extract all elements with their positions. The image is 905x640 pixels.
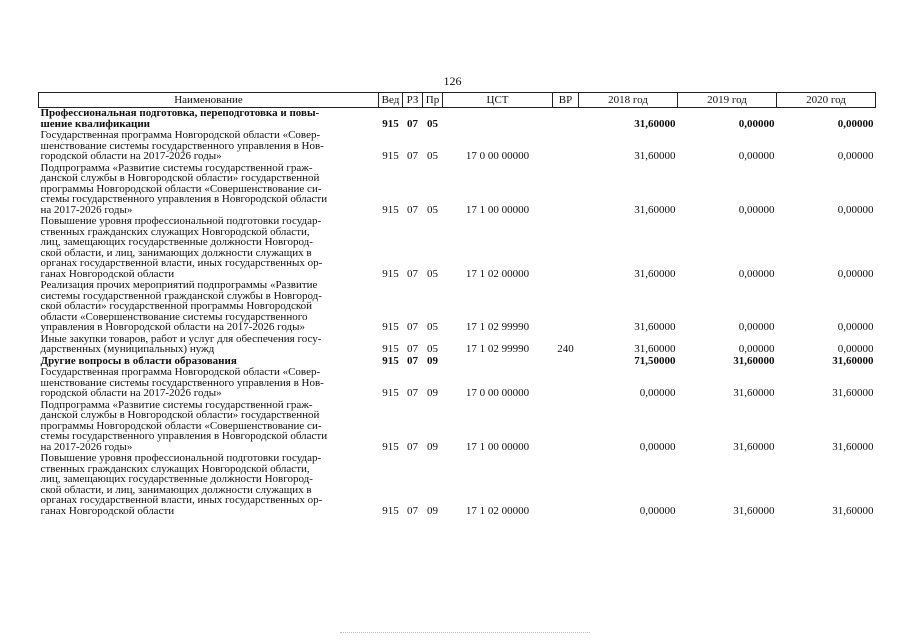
table-row xyxy=(39,367,876,400)
cell-cst: 17 1 02 00000 xyxy=(465,267,530,280)
cell-name: Государственная программа Новгородской области «Совер- шенствование системы государственного управления в Нов- городской области на 2017-2026 годы» xyxy=(40,129,324,162)
cell-vr xyxy=(553,356,579,368)
cell-y2020: 31,60000 xyxy=(832,387,874,399)
cell-y2020: 0,00000 xyxy=(837,343,874,355)
cell-vr xyxy=(553,453,579,517)
cell-pr: 05 xyxy=(427,321,438,333)
header-rz: РЗ xyxy=(403,93,423,108)
cell-rz: 07 xyxy=(407,321,418,333)
cell-name: Подпрограмма «Развитие системы государственной граж- данской службы в Новгородской области» государственной программы Новгородской области «Совершенствование си- стемы государственного управления в Новгородской области на 2017-2026 годы» xyxy=(40,398,328,453)
cell-y2020: 31,60000 xyxy=(832,440,874,453)
table-row xyxy=(39,453,876,517)
cell-pr: 05 xyxy=(427,150,438,162)
cell-pr: 05 xyxy=(427,203,438,216)
cell-name: Профессиональная подготовка, переподготовка и повы- шение квалификации xyxy=(40,107,320,130)
cell-cst: 17 1 00 00000 xyxy=(465,440,530,453)
cell-ved: 915 xyxy=(382,267,399,280)
cell-y2018: 31,60000 xyxy=(634,321,676,333)
page-number: 126 xyxy=(443,74,462,88)
cell-y2018: 0,00000 xyxy=(639,387,676,399)
cell-pr: 09 xyxy=(427,504,438,517)
cell-y2019: 31,60000 xyxy=(733,387,775,399)
cell-y2020: 0,00000 xyxy=(837,267,874,280)
table-row xyxy=(39,216,876,280)
cell-cst: 17 1 02 99990 xyxy=(465,343,530,355)
cell-name: Повышение уровня профессиональной подготовки государ- ственных гражданских служащих Новгородской области, лиц, замещающих государственные должности Новгород- ской области, и лиц, занимающих должности служащих в органах государственной власти, иных государственных ор- ганах Новгородской области xyxy=(40,215,323,280)
header-ved: Вед xyxy=(379,93,403,108)
cell-vr xyxy=(553,108,579,131)
cell-y2018: 0,00000 xyxy=(639,440,676,453)
cell-ved: 915 xyxy=(382,203,399,216)
cell-y2020: 0,00000 xyxy=(837,203,874,216)
cell-y2020: 0,00000 xyxy=(837,321,874,333)
cell-y2019: 31,60000 xyxy=(733,440,775,453)
cell-name: Подпрограмма «Развитие системы государственной граж- данской службы в Новгородской области» государственной программы Новгородской области «Совершенствование си- стемы государственного управления в Новгородской области на 2017-2026 годы» xyxy=(40,161,328,216)
cell-name: Реализация прочих мероприятий подпрограммы «Развитие системы государственной гражданской службы в Новгород- ской области» государственной программы Новгородской области «Совершенствование системы государственного управления в Новгородской области на 2017-2026 годы» xyxy=(40,279,322,333)
cell-name: Государственная программа Новгородской области «Совер- шенствование системы государственного управления в Нов- городской области на 2017-2026 годы» xyxy=(40,366,324,399)
cell-cst xyxy=(443,108,553,131)
cell-y2019: 31,60000 xyxy=(733,354,775,367)
table-header-row xyxy=(39,93,876,108)
table-row xyxy=(39,163,876,217)
cell-pr: 09 xyxy=(427,387,438,399)
cell-pr: 09 xyxy=(427,440,438,453)
page-edge-mark xyxy=(340,632,590,634)
cell-y2018: 71,50000 xyxy=(634,354,676,367)
cell-rz: 07 xyxy=(407,343,418,355)
cell-vr xyxy=(553,400,579,454)
cell-vr xyxy=(553,163,579,217)
cell-y2018: 0,00000 xyxy=(639,504,676,517)
cell-vr xyxy=(553,216,579,280)
cell-cst: 17 0 00 00000 xyxy=(465,150,530,162)
cell-y2019: 0,00000 xyxy=(738,150,775,162)
cell-cst: 17 1 02 00000 xyxy=(465,504,530,517)
cell-ved: 915 xyxy=(382,440,399,453)
cell-y2020: 31,60000 xyxy=(832,354,874,367)
cell-rz: 07 xyxy=(407,203,418,216)
cell-y2018: 31,60000 xyxy=(634,343,676,355)
cell-y2020: 0,00000 xyxy=(837,150,874,162)
cell-name: Иные закупки товаров, работ и услуг для обеспечения госу- дарственных (муниципальных) нужд xyxy=(40,332,322,355)
cell-ved: 915 xyxy=(382,343,399,355)
cell-y2019: 0,00000 xyxy=(738,343,775,355)
header-vr: ВР xyxy=(553,93,579,108)
header-2019: 2019 год xyxy=(678,93,777,108)
cell-y2020: 0,00000 xyxy=(837,117,874,130)
budget-table xyxy=(38,92,876,517)
header-pr: Пр xyxy=(423,93,443,108)
cell-y2020: 31,60000 xyxy=(832,504,874,517)
cell-cst: 17 1 00 00000 xyxy=(465,203,530,216)
cell-rz: 07 xyxy=(407,267,418,280)
cell-y2019: 31,60000 xyxy=(733,504,775,517)
cell-vr: 240 xyxy=(557,343,574,355)
cell-ved: 915 xyxy=(382,117,399,130)
cell-y2018: 31,60000 xyxy=(634,117,676,130)
cell-y2019: 0,00000 xyxy=(738,267,775,280)
cell-vr xyxy=(553,367,579,400)
cell-cst xyxy=(443,356,553,368)
cell-rz: 07 xyxy=(407,440,418,453)
cell-y2019: 0,00000 xyxy=(738,117,775,130)
table-row xyxy=(39,108,876,131)
cell-rz: 07 xyxy=(407,387,418,399)
table-row xyxy=(39,130,876,163)
cell-name: Другие вопросы в области образования xyxy=(40,354,237,367)
cell-pr: 05 xyxy=(427,117,438,130)
cell-ved: 915 xyxy=(382,150,399,162)
cell-rz: 07 xyxy=(407,354,418,367)
cell-y2018: 31,60000 xyxy=(634,267,676,280)
cell-vr xyxy=(553,130,579,163)
header-2018: 2018 год xyxy=(579,93,678,108)
cell-rz: 07 xyxy=(407,117,418,130)
cell-y2018: 31,60000 xyxy=(634,150,676,162)
cell-cst: 17 0 00 00000 xyxy=(465,387,530,399)
cell-pr: 05 xyxy=(427,343,438,355)
table-row xyxy=(39,400,876,454)
cell-ved: 915 xyxy=(382,321,399,333)
cell-pr: 05 xyxy=(427,267,438,280)
cell-name: Повышение уровня профессиональной подготовки государ- ственных гражданских служащих Новгородской области, лиц, замещающих государственные должности Новгород- ской области, и лиц, занимающих должности служащих в органах государственной власти, иных государственных ор- ганах Новгородской области xyxy=(40,452,323,517)
cell-ved: 915 xyxy=(382,387,399,399)
cell-rz: 07 xyxy=(407,150,418,162)
table-body xyxy=(39,108,876,518)
table-row xyxy=(39,280,876,334)
cell-ved: 915 xyxy=(382,504,399,517)
header-cst: ЦСТ xyxy=(443,93,553,108)
cell-y2019: 0,00000 xyxy=(738,203,775,216)
cell-rz: 07 xyxy=(407,504,418,517)
header-2020: 2020 год xyxy=(777,93,876,108)
cell-cst: 17 1 02 99990 xyxy=(465,321,530,333)
cell-y2019: 0,00000 xyxy=(738,321,775,333)
cell-vr xyxy=(553,280,579,334)
header-name: Наименование xyxy=(39,93,379,108)
cell-y2018: 31,60000 xyxy=(634,203,676,216)
cell-pr: 09 xyxy=(427,354,438,367)
cell-ved: 915 xyxy=(382,354,399,367)
table-row xyxy=(39,334,876,356)
